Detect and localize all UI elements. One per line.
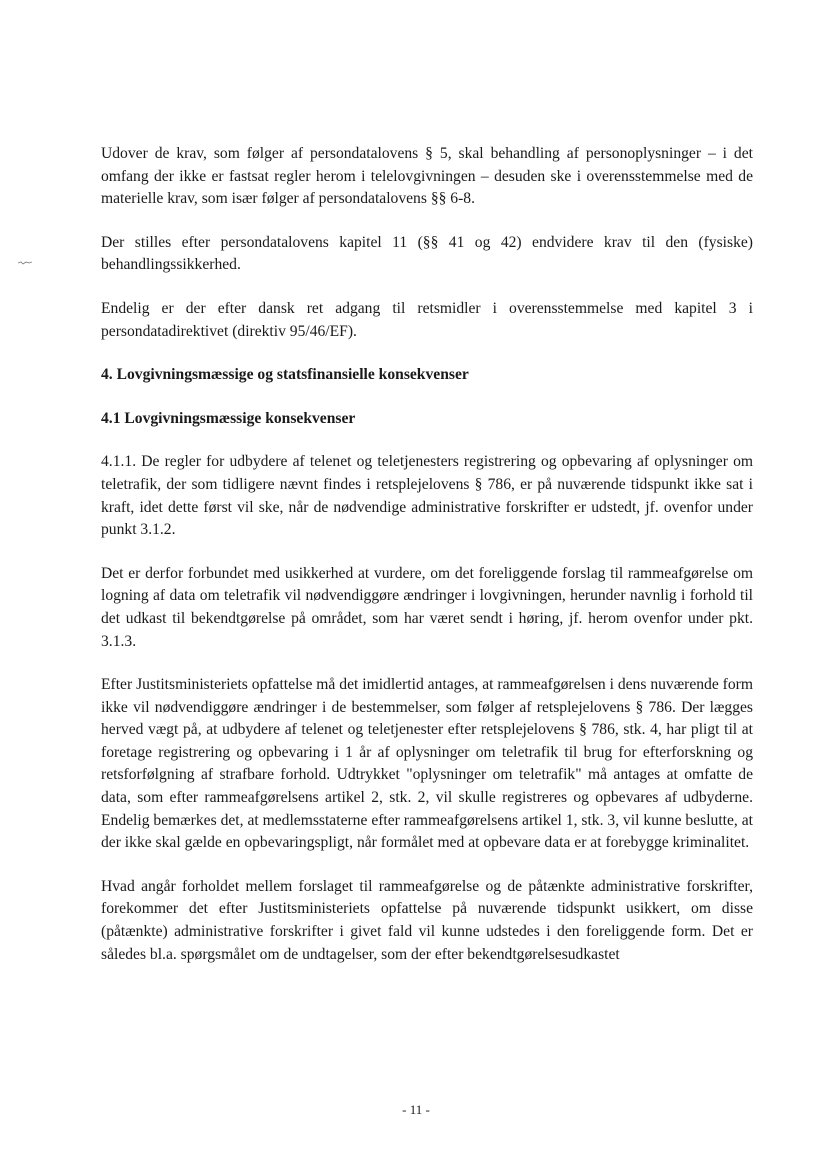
section-heading-4-1: 4.1 Lovgivningsmæssige konsekvenser — [101, 409, 356, 427]
paragraph-uncertainty: Det er derfor forbundet med usikkerhed at vurdere, om det foreliggende forslag til rammeafgørelse om logning af data om teletrafik vil nødvendiggøre ændringer i lovgivningen, herunder navnlig i forhold til det udkast til bekendtgørelse på området, som har været sendt i høring, jf. herom ovenfor under pkt. 3.1.3. — [101, 564, 753, 650]
scan-speck-mark — [18, 261, 32, 265]
document-page — [101, 143, 753, 966]
paragraph-remedies: Endelig er der efter dansk ret adgang til retsmidler i overensstemmelse med kapitel 3 i persondatadirektivet (direktiv 95/46/EF). — [101, 299, 753, 340]
page-number: - 11 - — [402, 1102, 430, 1117]
paragraph-4-1-1: 4.1.1. De regler for udbydere af telenet og teletjenesters registrering og opbevaring af oplysninger om teletrafik, der som tidligere nævnt findes i retsplejelovens § 786, er på nuværende tidspunkt ikke sat i kraft, idet dette først vil ske, når de nødvendige administrative forskrifter er udstedt, jf. ovenfor under punkt 3.1.2. — [101, 453, 753, 539]
section-heading-4: 4. Lovgivningsmæssige og statsfinansielle konsekvenser — [101, 366, 469, 384]
paragraph-intro: Udover de krav, som følger af persondatalovens § 5, skal behandling af personoplysninger – i det omfang der ikke er fastsat regler herom i telelovgivningen – desuden ske i overensstemmelse med de materielle krav, som især følger af persondatalovens §§ 6-8. — [101, 145, 753, 208]
paragraph-security: Der stilles efter persondatalovens kapitel 11 (§§ 41 og 42) endvidere krav til den (fysiske) behandlingssikkerhed. — [101, 233, 753, 274]
paragraph-relationship: Hvad angår forholdet mellem forslaget til rammeafgørelse og de påtænkte administrative forskrifter, forekommer det efter Justitsministeriets opfattelse på nuværende tidspunkt usikkert, om disse (påtænkte) administrative forskrifter i givet fald vil kunne udstedes i den foreliggende form. Det er således bl.a. spørgsmålet om de undtagelser, som der efter bekendtgørelsesudkastet — [101, 877, 753, 963]
paragraph-ministry-opinion: Efter Justitsministeriets opfattelse må det imidlertid antages, at rammeafgørelsen i dens nuværende form ikke vil nødvendiggøre ændringer i de bestemmelser, som følger af retsplejelovens § 786. Der lægges herved vægt på, at udbydere af telenet og teletjenester efter retsplejelovens § 786, stk. 4, har pligt til at foretage registrering og opbevaring i 1 år af oplysninger om teletrafik til brug for efterforskning og retsforfølgning af strafbare forhold. Udtrykket "oplysninger om teletrafik" må antages at omfatte de data, som efter rammeafgørelsens artikel 2, stk. 2, vil skulle registreres og opbevares af udbyderne. Endelig bemærkes det, at medlemsstaterne efter rammeafgørelsens artikel 1, stk. 3, vil kunne beslutte, at der ikke skal gælde en opbevaringspligt, når formålet med at opbevare data er at forebygge kriminalitet. — [101, 676, 753, 852]
